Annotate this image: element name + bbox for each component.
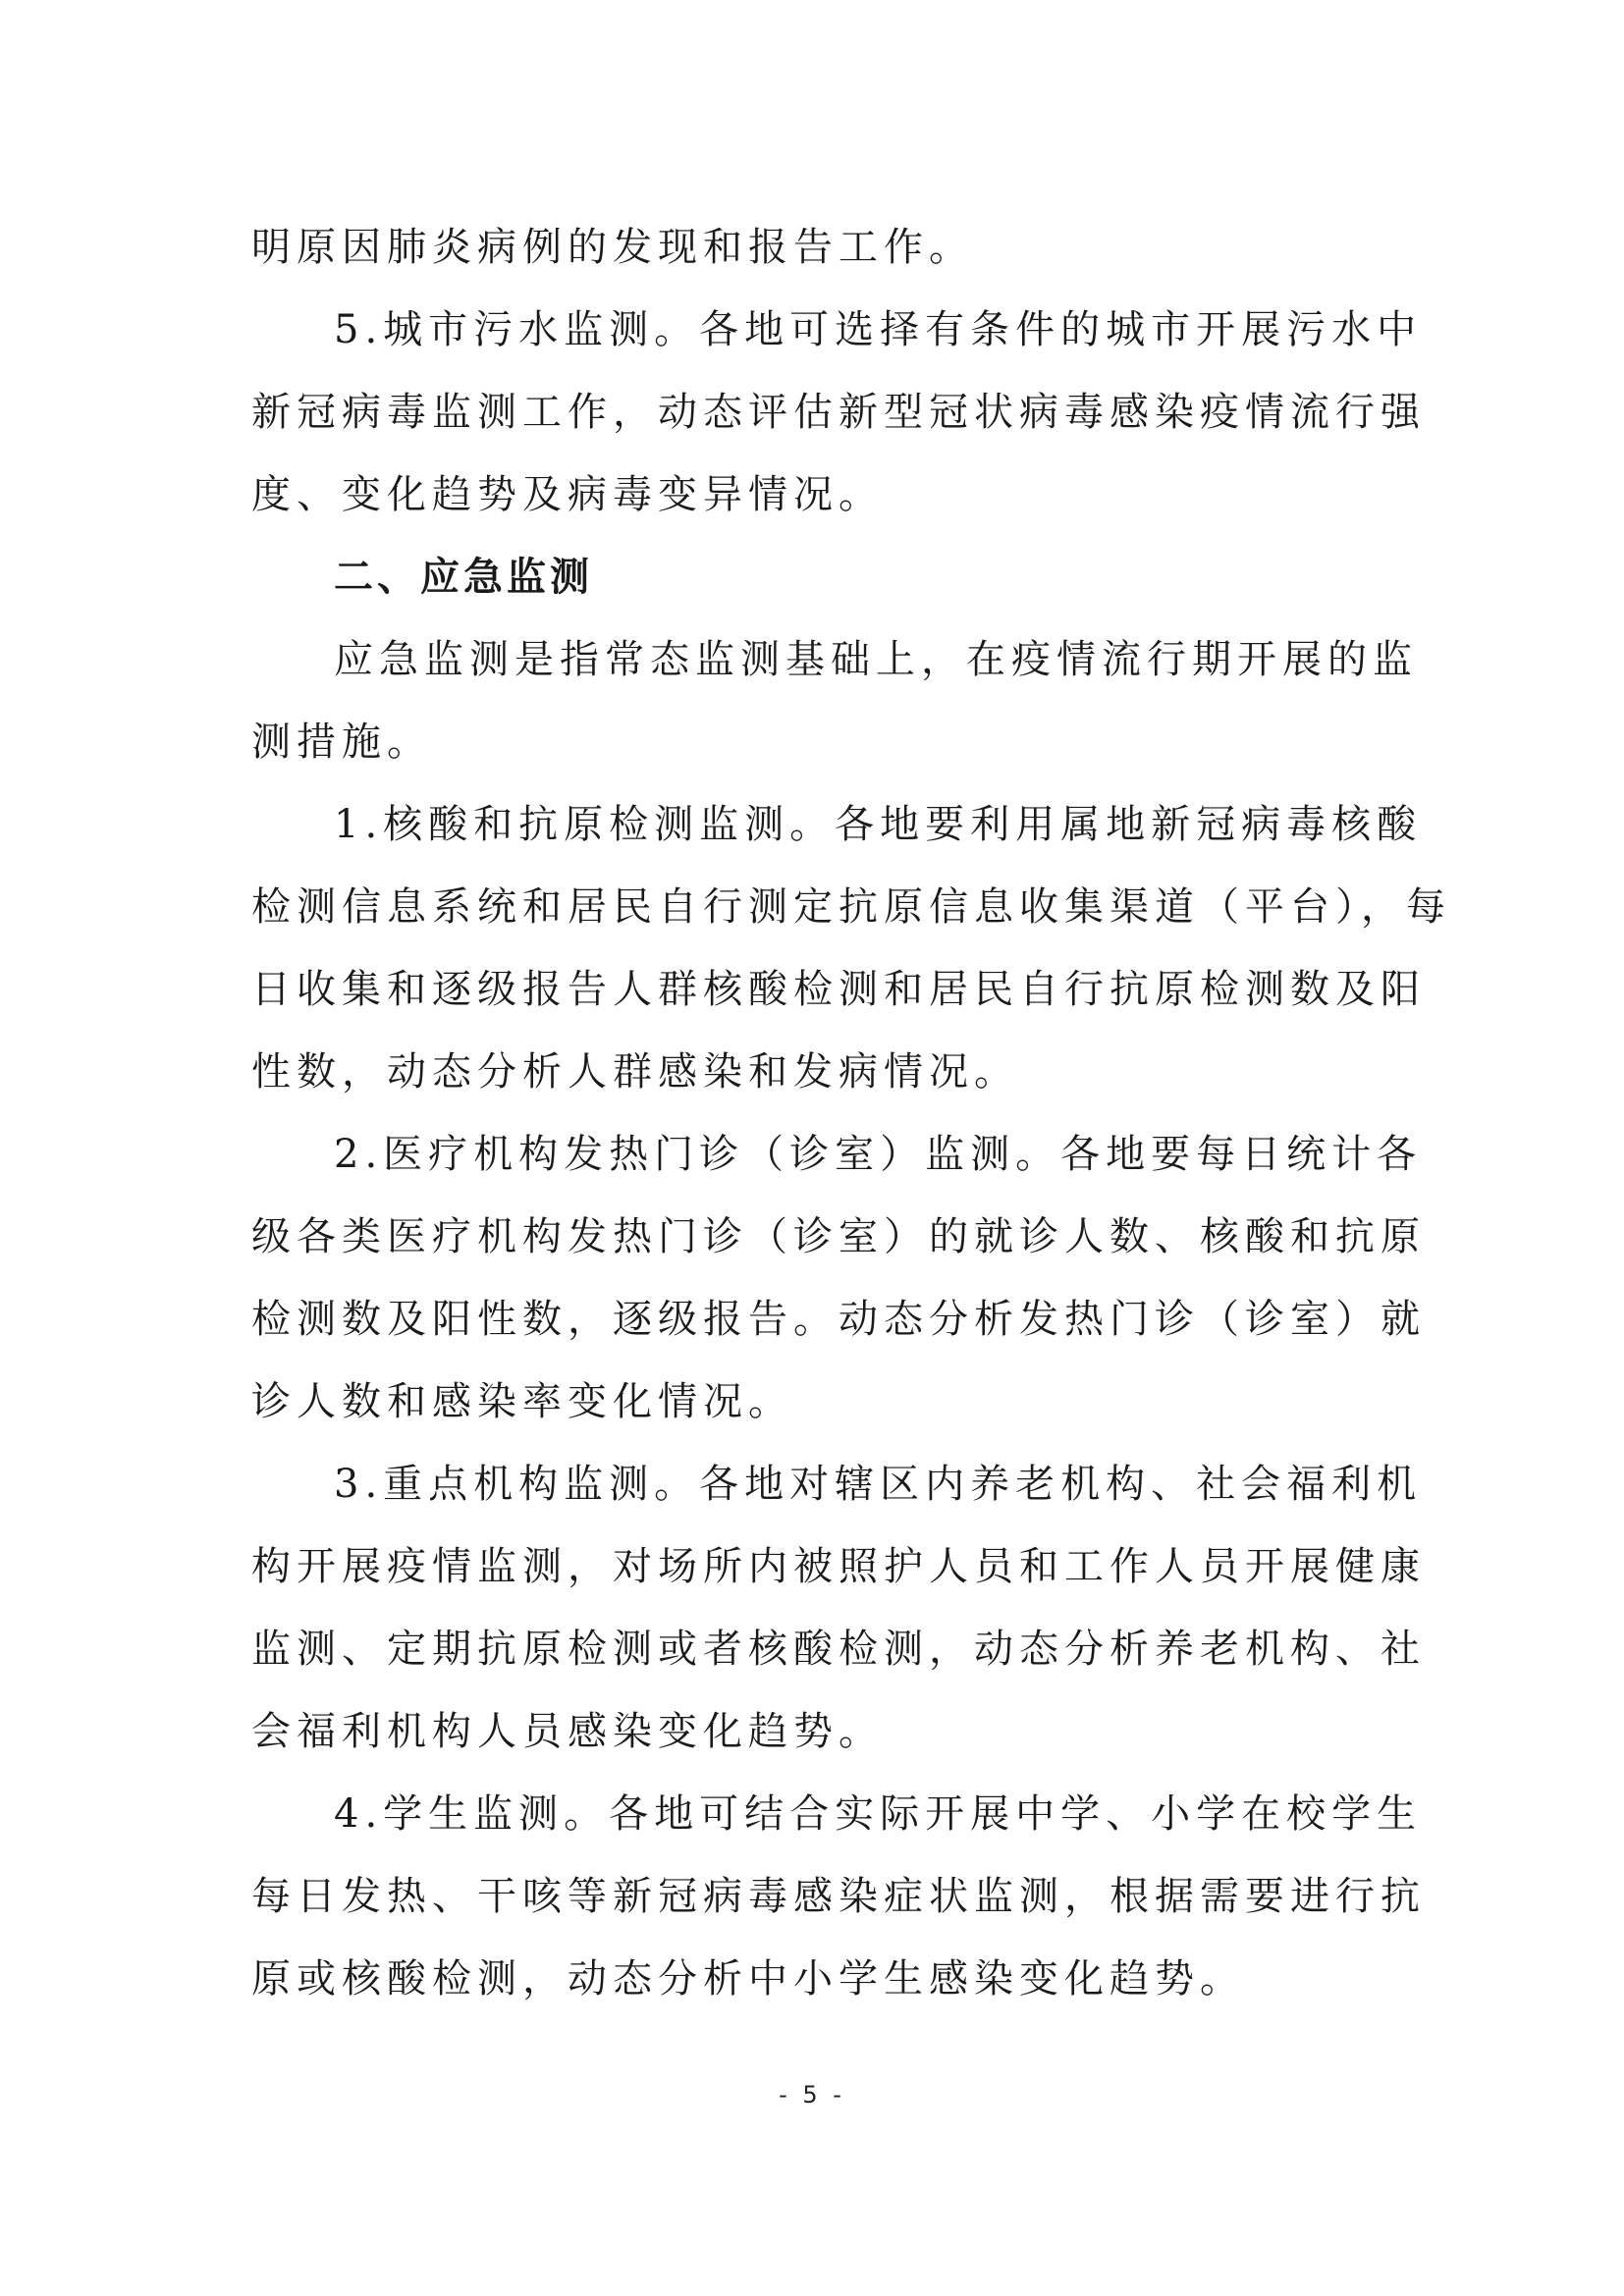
page-number: - 5 - [779,2081,845,2109]
paragraph-line: 检测信息系统和居民自行测定抗原信息收集渠道（平台），每 [251,884,1451,930]
paragraph-line: 1.核酸和抗原检测监测。各地要利用属地新冠病毒核酸 [334,802,1423,847]
paragraph-line: 度、变化趋势及病毒变异情况。 [251,472,884,517]
paragraph-line: 会福利机构人员感染变化趋势。 [251,1709,884,1754]
paragraph-line: 日收集和逐级报告人群核酸检测和居民自行抗原检测数及阳 [251,967,1426,1012]
paragraph-line: 明原因肺炎病例的发现和报告工作。 [251,225,974,270]
paragraph-line: 新冠病毒监测工作，动态评估新型冠状病毒感染疫情流行强 [251,390,1426,435]
paragraph-line: 级各类医疗机构发热门诊（诊室）的就诊人数、核酸和抗原 [251,1214,1426,1259]
paragraph-line: 监测、定期抗原检测或者核酸检测，动态分析养老机构、社 [251,1627,1426,1672]
paragraph-line: 检测数及阳性数，逐级报告。动态分析发热门诊（诊室）就 [251,1297,1426,1342]
paragraph-line: 测措施。 [251,720,432,765]
paragraph-line: 构开展疫情监测，对场所内被照护人员和工作人员开展健康 [251,1544,1426,1589]
paragraph-line: 2.医疗机构发热门诊（诊室）监测。各地要每日统计各 [334,1132,1423,1177]
section-heading: 二、应急监测 [334,555,593,600]
paragraph-line: 3.重点机构监测。各地对辖区内养老机构、社会福利机 [334,1462,1423,1507]
paragraph-line: 应急监测是指常态监测基础上，在疫情流行期开展的监 [334,637,1418,682]
paragraph-line: 诊人数和感染率变化情况。 [251,1379,793,1424]
paragraph-line: 5.城市污水监测。各地可选择有条件的城市开展污水中 [334,307,1423,352]
paragraph-line: 原或核酸检测，动态分析中小学生感染变化趋势。 [251,1956,1245,2002]
paragraph-line: 每日发热、干咳等新冠病毒感染症状监测，根据需要进行抗 [251,1874,1426,1919]
paragraph-line: 性数，动态分析人群感染和发病情况。 [251,1049,1019,1095]
paragraph-line: 4.学生监测。各地可结合实际开展中学、小学在校学生 [334,1791,1423,1837]
